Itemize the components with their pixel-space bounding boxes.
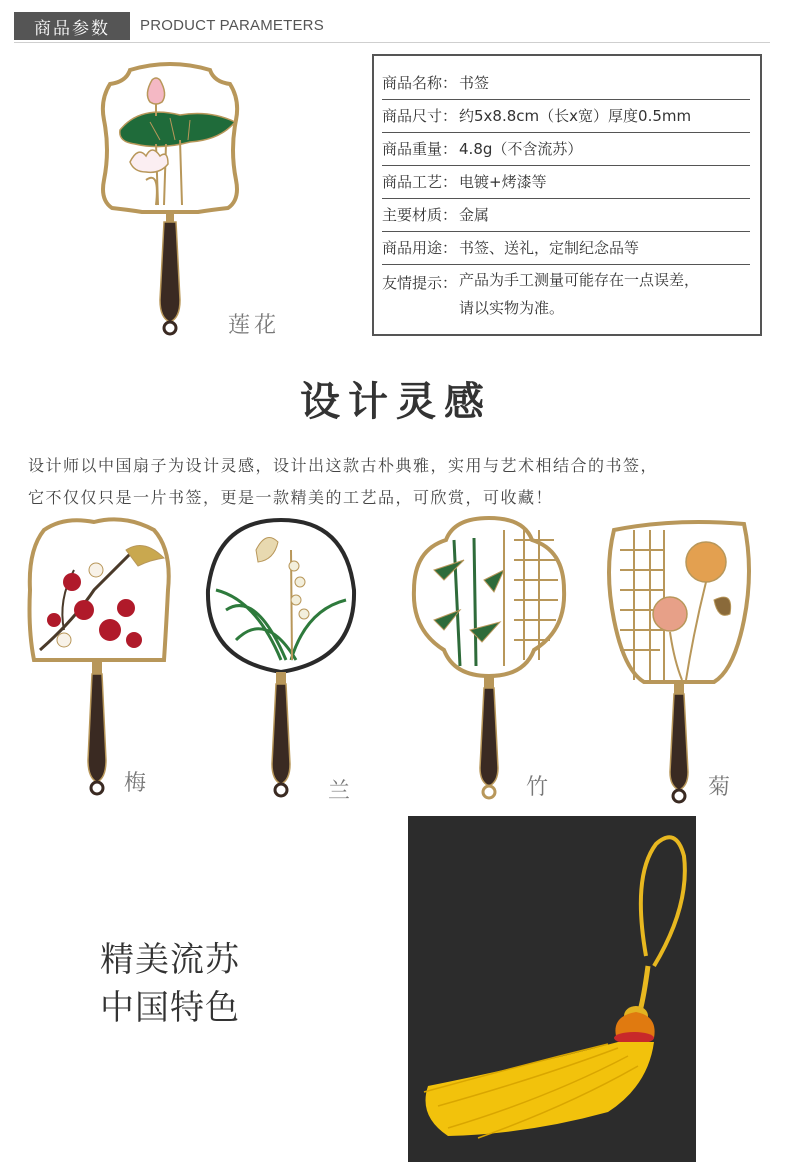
param-row-name xyxy=(382,66,750,100)
header-tag: 商品参数 xyxy=(14,12,130,40)
plum-bookmark-image xyxy=(14,510,184,810)
design-line-1: 设计师以中国扇子为设计灵感，设计出这款古朴典雅，实用与艺术相结合的书签， xyxy=(28,456,659,475)
lotus-caption: 莲花 xyxy=(228,313,281,338)
param-key: 商品用途： xyxy=(382,239,458,257)
tip-line-1: 产品为手工测量可能存在一点误差， xyxy=(459,271,700,289)
param-key: 友情提示： xyxy=(382,274,458,292)
parameter-table xyxy=(372,54,762,336)
chrysanthemum-bookmark-image xyxy=(594,510,764,810)
param-key: 主要材质： xyxy=(382,206,458,224)
param-row-size xyxy=(382,99,750,133)
section-header xyxy=(14,10,770,44)
param-row-tip xyxy=(382,264,750,324)
chrysanthemum-caption: 菊 xyxy=(708,775,735,800)
param-key: 商品重量： xyxy=(382,140,458,158)
plum-caption: 梅 xyxy=(124,771,151,796)
design-description xyxy=(28,450,778,514)
lotus-bookmark-image xyxy=(90,60,250,340)
param-row-usage xyxy=(382,231,750,265)
param-key: 商品工艺： xyxy=(382,173,458,191)
param-key: 商品尺寸： xyxy=(382,107,458,125)
param-value xyxy=(459,266,699,322)
param-value: 金属 xyxy=(459,206,490,224)
param-value: 书签、送礼，定制纪念品等 xyxy=(459,239,640,257)
design-line-2: 它不仅仅只是一片书签，更是一款精美的工艺品，可欣赏，可收藏！ xyxy=(28,488,554,507)
orchid-caption: 兰 xyxy=(328,779,355,804)
tassel-label-line-1: 精美流苏 xyxy=(100,940,240,980)
tassel-photo xyxy=(408,816,696,1162)
param-value: 电镀+烤漆等 xyxy=(459,173,547,191)
orchid-bookmark-image xyxy=(196,510,366,810)
param-row-craft xyxy=(382,165,750,199)
header-subtitle: PRODUCT PARAMETERS xyxy=(140,17,324,34)
param-row-weight xyxy=(382,132,750,166)
param-row-material xyxy=(382,198,750,232)
param-key: 商品名称： xyxy=(382,74,458,92)
param-value: 约5x8.8cm（长x宽）厚度0.5mm xyxy=(459,107,692,125)
design-title: 设计灵感 xyxy=(300,378,492,425)
tassel-label-line-2: 中国特色 xyxy=(100,988,240,1028)
param-value: 书签 xyxy=(459,74,490,92)
bamboo-bookmark-image xyxy=(404,510,574,810)
bamboo-caption: 竹 xyxy=(526,775,553,800)
header-divider xyxy=(14,42,770,43)
param-value: 4.8g（不含流苏） xyxy=(459,140,583,158)
tip-line-2: 请以实物为准。 xyxy=(459,299,565,317)
